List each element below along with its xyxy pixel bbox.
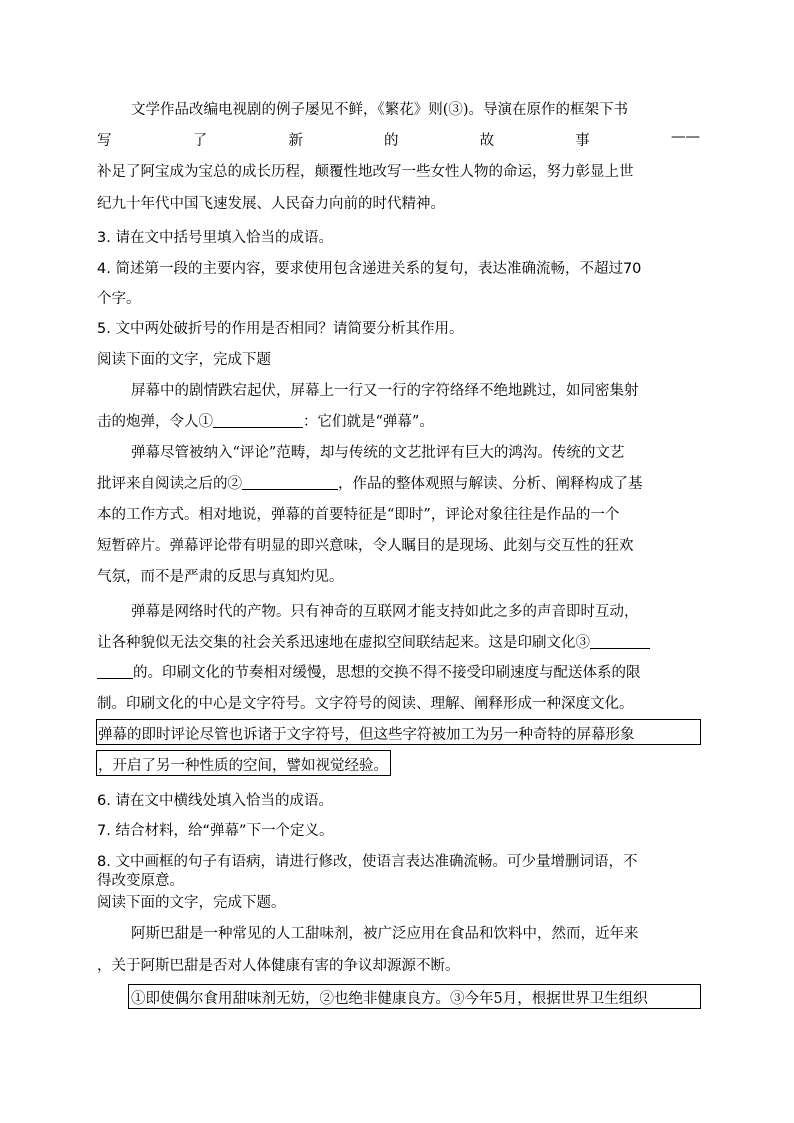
passage1-line2-char: 写 <box>97 133 112 149</box>
passage1-line2-char: 的 <box>383 133 399 149</box>
passage1-line3: 补足了阿宝成为宝总的成长历程，颠覆性地改写一些女性人物的命运，努力彰显上世 <box>97 164 634 180</box>
section2-p1-line2 <box>97 410 434 431</box>
section2-p2-line1: 弹幕尽管被纳入“评论”范畴，却与传统的文艺批评有巨大的鸿沟。传统的文艺 <box>131 445 625 461</box>
question-8-line2: 得改变原意。 <box>97 873 184 889</box>
section2-p3-line4: 制。印刷文化的中心是文字符号。文字符号的阅读、理解、阐释形成一种深度文化。 <box>97 696 634 712</box>
section2-p2-line4: 短暂碎片。弹幕评论带有明显的即兴意味，令人瞩目的是现场、此刻与交互性的狂欢 <box>97 538 634 554</box>
passage1-line2-char: 故 <box>479 133 495 149</box>
question-3: 3. 请在文中括号里填入恰当的成语。 <box>97 230 333 246</box>
question-5: 5. 文中两处破折号的作用是否相同？请简要分析其作用。 <box>97 321 464 337</box>
passage1-line2-char: 了 <box>192 133 208 149</box>
passage1-line2-char: 新 <box>288 133 303 149</box>
section3-boxed-line: ①即使偶尔食用甜味剂无妨，②也绝非健康良方。③今年5月，根据世界卫生组织 <box>131 991 648 1007</box>
section2-p3-line3 <box>97 661 641 682</box>
section3-intro: 阅读下面的文字，完成下题。 <box>97 895 286 911</box>
question-4-line1: 4. 简述第一段的主要内容，要求使用包含递进关系的复句，表达准确流畅，不超过70 <box>97 261 642 277</box>
section2-p3-line1: 弹幕是网络时代的产物。只有神奇的互联网才能支持如此之多的声音即时互动， <box>131 604 639 620</box>
boxed-sentence-line2: ，开启了另一种性质的空间，譬如视觉经验。 <box>98 758 388 774</box>
blank-3b <box>97 664 133 679</box>
section2-p3-line2-text: 让各种貌似无法交集的社会关系迅速地在虚拟空间联结起来。这是印刷文化③ <box>97 635 590 651</box>
section2-p2-line3: 本的工作方式。相对地说，弹幕的首要特征是“即时”，评论对象往往是作品的一个 <box>97 507 620 523</box>
blank-1 <box>213 413 303 428</box>
question-7: 7. 结合材料，给“弹幕”下一个定义。 <box>97 823 334 839</box>
section3-p1-line2: ，关于阿斯巴甜是否对人体健康有害的争议却源源不断。 <box>97 958 460 974</box>
blank-2 <box>242 475 338 490</box>
passage1-line1: 文学作品改编电视剧的例子屡见不鲜，《繁花》则(③)。导演在原作的框架下书 <box>131 102 629 118</box>
section2-p2-line2 <box>97 472 643 493</box>
section2-p3-line2 <box>97 631 650 652</box>
section2-p3-line3-text: 的。印刷文化的节奏相对缓慢，思想的交换不得不接受印刷速度与配送体系的限 <box>133 665 641 681</box>
section2-p1-line1: 屏幕中的剧情跌宕起伏，屏幕上一行又一行的字符络绎不绝地跳过，如同密集射 <box>131 383 639 399</box>
question-6: 6. 请在文中横线处填入恰当的成语。 <box>97 793 333 809</box>
section2-p2-line5: 气氛，而不是严肃的反思与真知灼见。 <box>97 569 344 585</box>
passage1-line2-char: 事 <box>575 133 590 149</box>
question-4-line2: 个字。 <box>97 291 141 307</box>
question-8-line1: 8. 文中画框的句子有语病，请进行修改，使语言表达准确流畅。可少量增删词语，不 <box>97 854 638 870</box>
section2-p1-line2-b: ：它们就是“弹幕”。 <box>303 414 434 430</box>
section2-p1-line2-a: 击的炮弹，令人① <box>97 414 213 430</box>
section2-p2-line2-b: ，作品的整体观照与解读、分析、阐释构成了基 <box>338 476 643 492</box>
boxed-sentence-line1: 弹幕的即时评论尽管也诉诸于文字符号，但这些字符被加工为另一种奇特的屏幕形象 <box>98 727 635 743</box>
section2-intro: 阅读下面的文字，完成下题 <box>97 352 271 368</box>
section3-p1-line1: 阿斯巴甜是一种常见的人工甜味剂，被广泛应用在食品和饮料中，然而，近年来 <box>131 926 639 942</box>
blank-3a <box>590 634 650 649</box>
passage1-line4: 纪九十年代中国飞速发展、人民奋力向前的时代精神。 <box>97 196 445 212</box>
passage1-line2-dash: —— <box>670 129 700 145</box>
section2-p2-line2-a: 批评来自阅读之后的② <box>97 476 242 492</box>
passage1-line2 <box>97 129 700 150</box>
